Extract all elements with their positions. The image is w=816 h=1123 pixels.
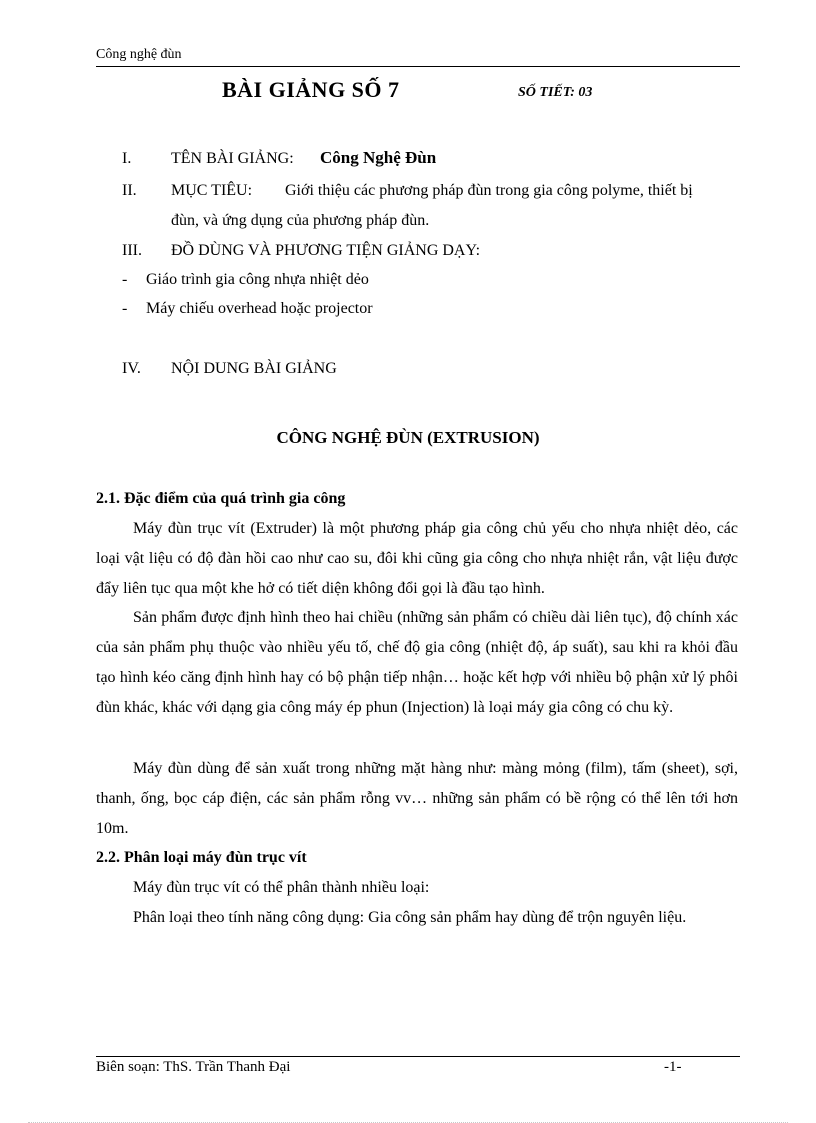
paragraph-5: Phân loại theo tính năng công dụng: Gia công sản phẩm hay dùng để trộn nguyên liệu.: [133, 909, 687, 926]
paragraph-1: Máy đùn trục vít (Extruder) là một phương pháp gia công chủ yếu cho nhựa nhiệt dẻo, các loại vật liệu có độ đàn hồi cao như cao su, đôi khi cũng gia công cho nhựa nhiệt rắn, vật liệu được đẩy liên tục qua một khe hở có tiết diện không đổi gọi là đầu tạo hình.: [96, 520, 738, 597]
bullet-dash: -: [122, 300, 128, 317]
lecture-title: BÀI GIẢNG SỐ 7: [222, 77, 400, 102]
running-header: Công nghệ đùn: [96, 47, 182, 62]
bullet-item: Giáo trình gia công nhựa nhiệt dẻo: [146, 271, 369, 288]
section-2-label: MỤC TIÊU:: [171, 182, 253, 199]
bullet-dash: -: [122, 271, 128, 288]
section-2-number: II.: [122, 182, 137, 199]
paragraph-2: Sản phẩm được định hình theo hai chiều (những sản phẩm có chiều dài liên tục), độ chính xác của sản phẩm phụ thuộc vào nhiều yếu tố, chế độ gia công (nhiệt độ, áp suất), sau khi ra khỏi đầu tạo hình kéo căng định hình hay có bộ phận tiếp nhận… hoặc kết hợp với nhiều bộ phận xử lý phôi đùn khác, khác với dạng gia công máy ép phun (Injection) là loại máy gia công có chu kỳ.: [96, 609, 738, 716]
header-rule: [96, 66, 740, 67]
period-count: SỐ TIẾT: 03: [518, 85, 593, 100]
bullet-item: Máy chiếu overhead hoặc projector: [146, 300, 373, 317]
footer-author: Biên soạn: ThS. Trần Thanh Đại: [96, 1059, 291, 1075]
section-3-label: ĐỒ DÙNG VÀ PHƯƠNG TIỆN GIẢNG DẠY:: [171, 242, 481, 259]
page-number: -1-: [664, 1059, 682, 1075]
section-3-number: III.: [122, 242, 142, 259]
section-4-number: IV.: [122, 360, 141, 377]
footer-rule: [96, 1056, 740, 1057]
paragraph-3: Máy đùn dùng để sản xuất trong những mặt hàng như: màng mỏng (film), tấm (sheet), sợi, thanh, ống, bọc cáp điện, các sản phẩm rỗng vv… những sản phẩm có bề rộng có thể lên tới hơn 10m.: [96, 760, 738, 837]
subheading-2-2: 2.2. Phân loại máy đùn trục vít: [96, 849, 307, 866]
section-1-value: Công Nghệ Đùn: [320, 148, 437, 167]
section-4-label: NỘI DUNG BÀI GIẢNG: [171, 360, 337, 377]
section-1-label: TÊN BÀI GIẢNG:: [171, 150, 294, 167]
section-1-number: I.: [122, 150, 132, 167]
subheading-2-1: 2.1. Đặc điểm của quá trình gia công: [96, 490, 346, 507]
content-heading: CÔNG NGHỆ ĐÙN (EXTRUSION): [276, 428, 540, 447]
paragraph-4: Máy đùn trục vít có thể phân thành nhiều loại:: [133, 879, 430, 896]
section-2-line1: Giới thiệu các phương pháp đùn trong gia công polyme, thiết bị: [285, 182, 693, 199]
section-2-line2: đùn, và ứng dụng của phương pháp đùn.: [171, 212, 430, 229]
